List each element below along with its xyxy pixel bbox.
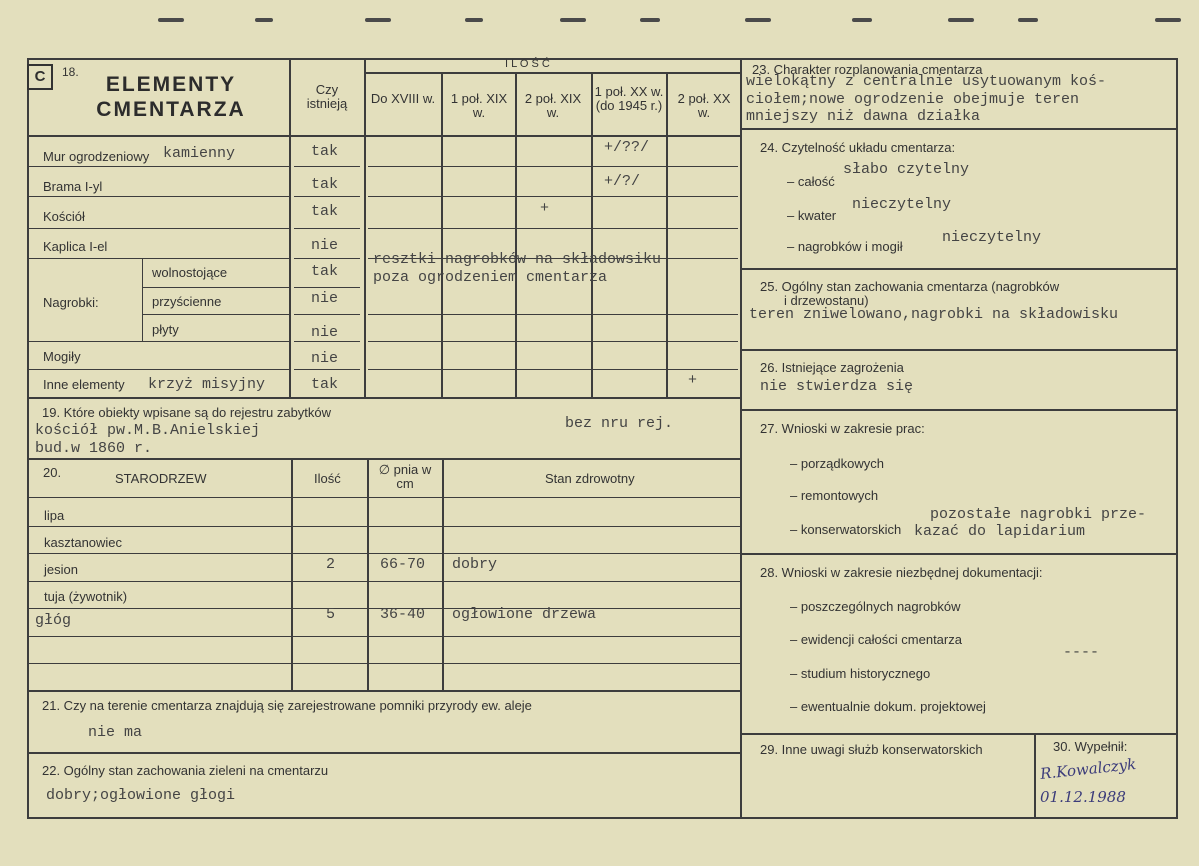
label-27-porz: – porządkowych: [790, 456, 884, 471]
tree-name: jesion: [44, 562, 78, 577]
signature: R.Kowalczyk: [1039, 755, 1138, 783]
label-plyty: płyty: [152, 322, 179, 337]
value-19-line1: kościół pw.M.B.Anielskiej: [35, 422, 261, 439]
value-24-calosc: słabo czytelny: [843, 161, 970, 178]
tree-diam: 36-40: [380, 606, 426, 623]
tree-diam: 66-70: [380, 556, 426, 573]
value-30-date: 01.12.1988: [1040, 788, 1126, 806]
value-27-line1: pozostałe nagrobki prze-: [930, 506, 1147, 523]
tree-state: ogłowione drzewa: [452, 606, 597, 623]
tree-name: kasztanowiec: [44, 535, 123, 550]
label-przyscienne: przyścienne: [152, 294, 222, 309]
label-24: 24. Czytelność układu cmentarza:: [760, 140, 956, 155]
label-wolnostojace: wolnostojące: [152, 265, 228, 280]
header-col-2: 1 poł. XIX w.: [450, 91, 508, 121]
header-20-stan: Stan zdrowotny: [545, 471, 635, 486]
value-wolnostojace-exists: tak: [311, 263, 339, 280]
value-plyty-exists: nie: [311, 324, 339, 341]
section-number: 18.: [62, 65, 79, 79]
label-28-c: – studium historycznego: [790, 666, 931, 681]
label-nagrobki: Nagrobki:: [43, 295, 99, 310]
value-23-line1: wielokątny z centralnie usytuowanym koś-: [746, 73, 1107, 90]
value-brama-mark: +/?/: [604, 173, 641, 190]
label-25-line1: 25. Ogólny stan zachowania cmentarza (nagrobków: [760, 279, 1060, 294]
tree-name: głóg: [35, 612, 72, 629]
value-24-nagrobkow: nieczytelny: [942, 229, 1042, 246]
label-30: 30. Wypełnił:: [1053, 739, 1128, 754]
value-25: teren zniwelowano,nagrobki na składowisku: [749, 306, 1119, 323]
tree-state: dobry: [452, 556, 498, 573]
value-mogily-exists: nie: [311, 350, 339, 367]
label-27: 27. Wnioski w zakresie prac:: [760, 421, 925, 436]
value-inne-note: krzyż misyjny: [148, 376, 266, 393]
value-brama-exists: tak: [311, 176, 339, 193]
label-24-nagrobkow: – nagrobków i mogił: [787, 239, 903, 254]
label-28-d: – ewentualnie dokum. projektowej: [790, 699, 986, 714]
header-col-5: 2 poł. XX w.: [677, 91, 731, 121]
label-29: 29. Inne uwagi służb konserwatorskich: [760, 742, 983, 757]
tree-name: lipa: [44, 508, 65, 523]
section-title: ELEMENTY CMENTARZA: [96, 73, 246, 122]
header-ilosc: I L O Ś Ć: [505, 58, 550, 70]
label-mur: Mur ogrodzeniowy: [43, 149, 150, 164]
header-20-pnia: ∅ pnia w cm: [378, 462, 432, 492]
tree-qty: 5: [326, 606, 336, 623]
header-col-4: 1 poł. XX w. (do 1945 r.): [594, 84, 664, 114]
header-20-ilosc: Ilość: [314, 471, 341, 486]
value-21: nie ma: [88, 724, 143, 741]
value-nagrobki-note-2: poza ogrodzeniem cmentarza: [373, 269, 608, 286]
value-nagrobki-note-1: resztki nagrobków na składowsiku: [373, 251, 662, 268]
tree-qty: 2: [326, 556, 336, 573]
label-24-calosc: – całość: [787, 174, 835, 189]
label-mogily: Mogiły: [43, 349, 81, 364]
label-24-kwater: – kwater: [787, 208, 837, 223]
value-mur-exists: tak: [311, 143, 339, 160]
value-23-line3: mniejszy niż dawna działka: [746, 108, 981, 125]
label-28-b: – ewidencji całości cmentarza: [790, 632, 962, 647]
header-col-1: Do XVIII w.: [370, 91, 436, 106]
label-28: 28. Wnioski w zakresie niezbędnej dokumentacji:: [760, 565, 1043, 580]
value-kosciol-exists: tak: [311, 203, 339, 220]
label-kosciol: Kościół: [43, 209, 85, 224]
value-19-line2: bud.w 1860 r.: [35, 440, 153, 457]
header-czy-istnieja: Czy istnieją: [306, 82, 348, 112]
label-starodrzew: STARODRZEW: [115, 471, 207, 486]
label-22: 22. Ogólny stan zachowania zieleni na cmentarzu: [42, 763, 329, 778]
label-26: 26. Istniejące zagrożenia: [760, 360, 904, 375]
value-19-reg: bez nru rej.: [565, 415, 674, 432]
section-badge: C: [27, 64, 53, 90]
value-22: dobry;ogłowione głogi: [46, 787, 236, 804]
label-23: 23. Charakter rozplanowania cmentarza: [752, 62, 983, 77]
label-kaplica: Kaplica I-el: [43, 239, 108, 254]
label-21: 21. Czy na terenie cmentarza znajdują się zarejestrowane pomniki przyrody ew. aleje: [42, 698, 532, 713]
header-col-3: 2 poł. XIX w.: [524, 91, 582, 121]
tree-name: tuja (żywotnik): [44, 589, 128, 604]
value-kaplica-exists: nie: [311, 237, 339, 254]
label-19: 19. Które obiekty wpisane są do rejestru zabytków: [42, 405, 332, 420]
label-brama: Brama I-yl: [43, 179, 103, 194]
value-kosciol-mark: +: [540, 200, 550, 217]
value-24-kwater: nieczytelny: [852, 196, 952, 213]
label-inne: Inne elementy: [43, 377, 125, 392]
value-27-line2: kazać do lapidarium: [914, 523, 1086, 540]
label-20-no: 20.: [43, 465, 62, 480]
value-inne-mark: +: [688, 372, 698, 389]
value-mur-mark: +/??/: [604, 139, 650, 156]
value-mur-note: kamienny: [163, 145, 236, 162]
value-przyscienne-exists: nie: [311, 290, 339, 307]
label-27-kons: – konserwatorskich: [790, 522, 902, 537]
value-28-dash: ----: [1063, 644, 1100, 661]
value-23-line2: ciołem;nowe ogrodzenie obejmuje teren: [746, 91, 1080, 108]
label-27-rem: – remontowych: [790, 488, 879, 503]
value-26: nie stwierdza się: [760, 378, 914, 395]
label-25-line2: i drzewostanu): [784, 293, 869, 308]
label-28-a: – poszczególnych nagrobków: [790, 599, 961, 614]
value-inne-exists: tak: [311, 376, 339, 393]
